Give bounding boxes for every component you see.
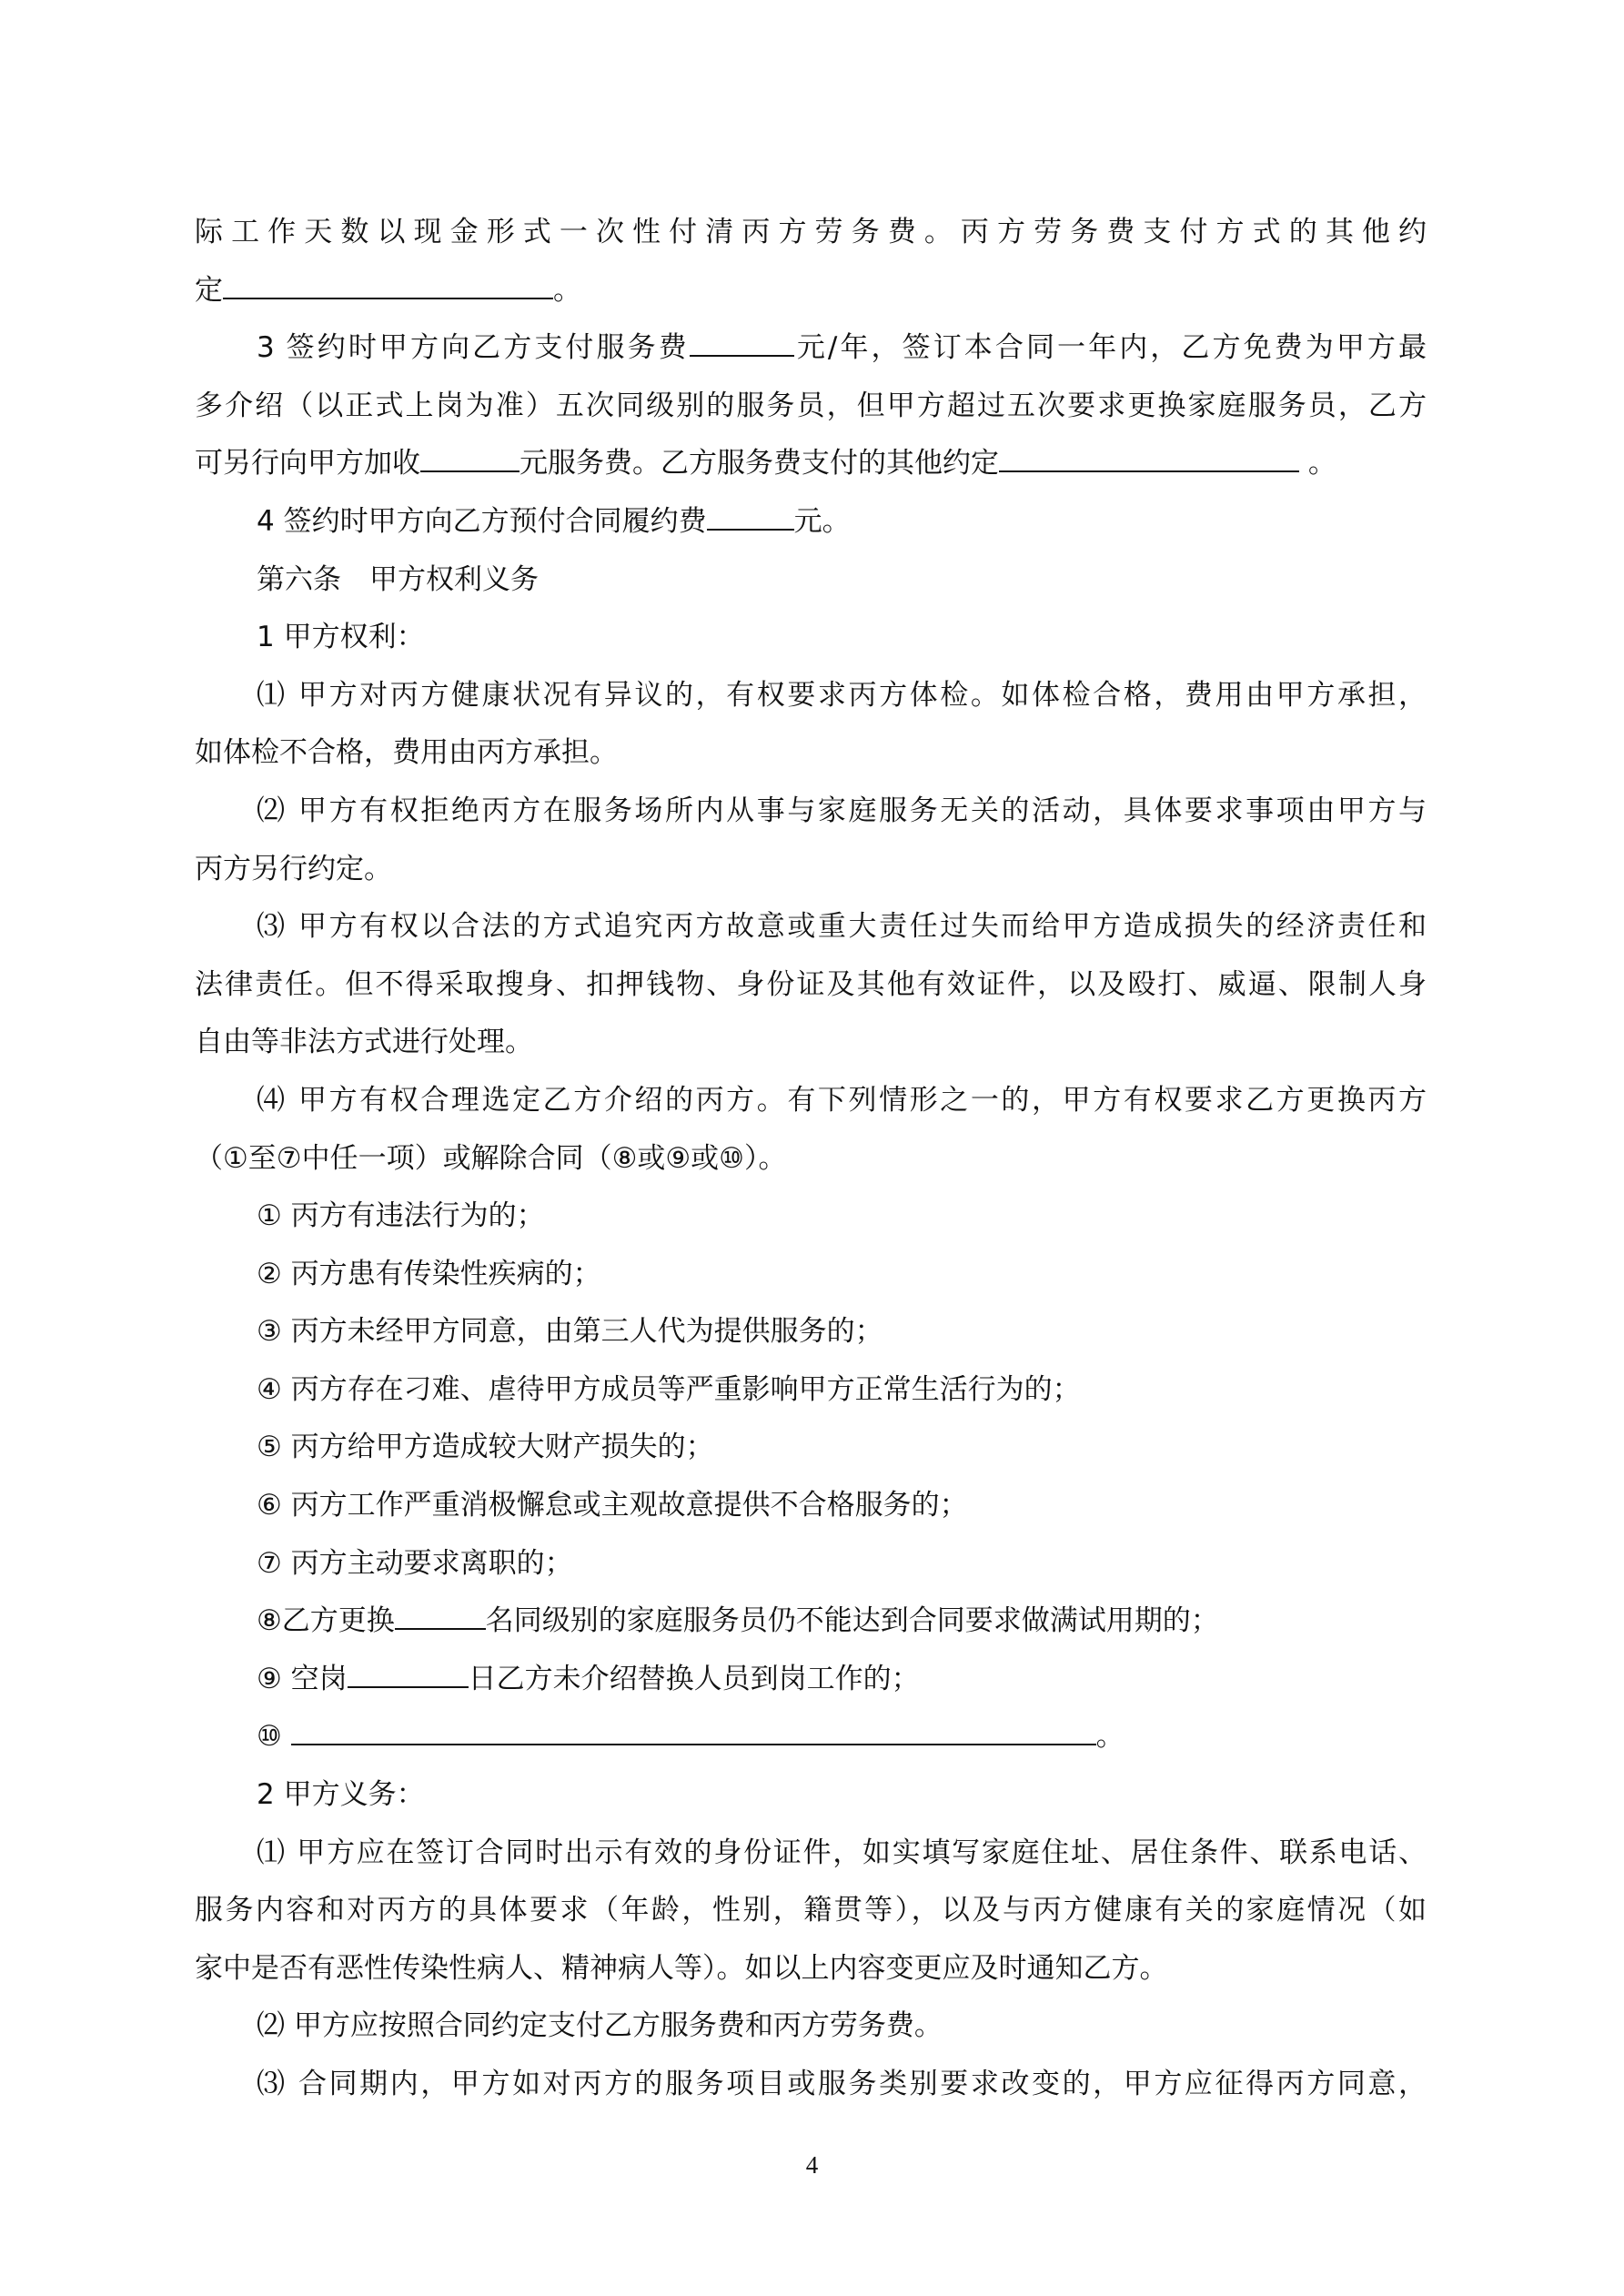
text-line xyxy=(195,493,1427,551)
text-line: 家中是否有恶性传染性病人、精神病人等）。如以上内容变更应及时通知乙方。 xyxy=(195,1951,1168,1985)
text-line: 服务内容和对丙方的具体要求（年龄，性别，籍贯等），以及与丙方健康有关的家庭情况（如 xyxy=(195,1894,1427,1927)
text: 可另行向甲方加收 xyxy=(195,447,420,480)
list-item xyxy=(195,1708,1427,1766)
text: ⑧乙方更换 xyxy=(257,1604,395,1638)
text-line: 自由等非法方式进行处理。 xyxy=(195,1026,533,1059)
text: 元/年，签订本合同一年内，乙方免费为甲方最 xyxy=(793,331,1427,365)
text-line: ⑶ 甲方有权以合法的方式追究丙方故意或重大责任过失而给甲方造成损失的经济责任和 xyxy=(257,910,1427,944)
list-item: ③ 丙方未经甲方同意，由第三人代为提供服务的； xyxy=(257,1315,883,1349)
page-number: 4 xyxy=(805,2151,819,2179)
subheading: 1 甲方权利： xyxy=(257,621,425,654)
text: 定 xyxy=(195,273,223,307)
list-item: ① 丙方有违法行为的； xyxy=(257,1199,545,1233)
text: 。 xyxy=(1299,447,1337,480)
text: ⑨ 空岗 xyxy=(257,1662,348,1695)
text-line: ⑷ 甲方有权合理选定乙方介绍的丙方。有下列情形之一的，甲方有权要求乙方更换丙方 xyxy=(257,1083,1427,1117)
text: 元。 xyxy=(793,504,851,538)
fill-blank[interactable] xyxy=(420,445,519,472)
list-item: ⑤ 丙方给甲方造成较大财产损失的； xyxy=(257,1431,714,1464)
text-line: ⑶ 合同期内，甲方如对丙方的服务项目或服务类别要求改变的，甲方应征得丙方同意， xyxy=(257,2068,1427,2100)
text: 3 签约时甲方向乙方支付服务费 xyxy=(257,331,690,365)
text-line: 际工作天数以现金形式一次性付清丙方劳务费。丙方劳务费支付方式的其他约 xyxy=(195,216,1427,248)
fill-blank[interactable] xyxy=(348,1661,469,1688)
fill-blank[interactable] xyxy=(999,445,1299,472)
list-item xyxy=(195,1593,1427,1651)
text-line: 法律责任。但不得采取搜身、扣押钱物、身份证及其他有效证件，以及殴打、威逼、限制人身 xyxy=(195,967,1427,1001)
fill-blank[interactable] xyxy=(690,329,794,357)
fill-blank[interactable] xyxy=(395,1603,486,1630)
text-line: ⑴ 甲方应在签订合同时出示有效的身份证件，如实填写家庭住址、居住条件、联系电话、 xyxy=(257,1836,1427,1869)
fill-blank[interactable] xyxy=(223,272,553,299)
text: 。 xyxy=(553,273,581,307)
list-item: ⑥ 丙方工作严重消极懈怠或主观故意提供不合格服务的； xyxy=(257,1489,968,1522)
fill-blank[interactable] xyxy=(291,1718,1096,1745)
list-item: ④ 丙方存在刁难、虐待甲方成员等严重影响甲方正常生活行为的； xyxy=(257,1372,1081,1406)
text-line xyxy=(195,435,1427,493)
text-line: 如体检不合格，费用由丙方承担。 xyxy=(195,736,618,770)
text-line xyxy=(195,319,1427,378)
text: 名同级别的家庭服务员仍不能达到合同要求做满试用期的； xyxy=(485,1604,1219,1638)
section-heading: 第六条 甲方权利义务 xyxy=(257,562,539,596)
fill-blank[interactable] xyxy=(707,503,794,531)
text-line: （①至⑦中任一项）或解除合同（⑧或⑨或⑩）。 xyxy=(195,1141,787,1175)
text-line xyxy=(195,262,1427,320)
list-item xyxy=(195,1651,1427,1709)
list-item: ⑦ 丙方主动要求离职的； xyxy=(257,1546,573,1580)
text: 元服务费。乙方服务费支付的其他约定 xyxy=(519,447,999,480)
list-item: ② 丙方患有传染性疾病的； xyxy=(257,1257,601,1290)
text: 。 xyxy=(1095,1720,1125,1754)
subheading: 2 甲方义务： xyxy=(257,1778,425,1812)
contract-body xyxy=(195,204,1427,2114)
text-line: ⑴ 甲方对丙方健康状况有异议的，有权要求丙方体检。如体检合格，费用由甲方承担， xyxy=(257,678,1427,712)
text-line: 丙方另行约定。 xyxy=(195,852,392,885)
text: 4 签约时甲方向乙方预付合同履约费 xyxy=(257,504,707,538)
text-line: ⑵ 甲方应按照合同约定支付乙方服务费和丙方劳务费。 xyxy=(257,2009,943,2043)
text: ⑩ xyxy=(257,1720,291,1754)
text-line: 多介绍（以正式上岗为准）五次同级别的服务员，但甲方超过五次要求更换家庭服务员，乙方 xyxy=(195,389,1427,422)
text: 日乙方未介绍替换人员到岗工作的； xyxy=(468,1662,920,1695)
text-line: ⑵ 甲方有权拒绝丙方在服务场所内从事与家庭服务无关的活动，具体要求事项由甲方与 xyxy=(257,794,1427,827)
